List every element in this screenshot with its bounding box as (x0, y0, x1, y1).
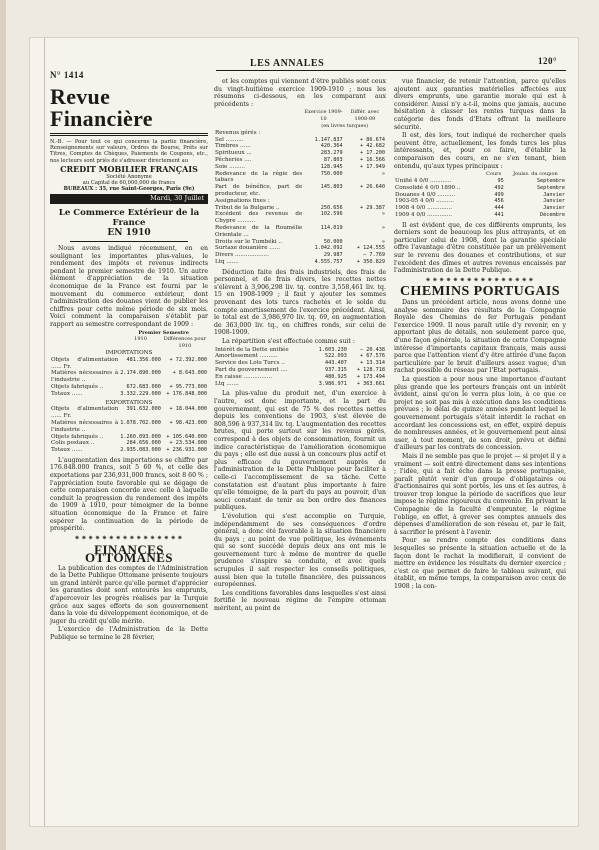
fund-row-v1: 492 (494, 184, 504, 191)
fund-row (394, 185, 566, 192)
import-row-label: Objets d'alimentation ...... Fr. (51, 356, 119, 370)
ottomanes-title: FINANCES OTTOMANES (85, 542, 173, 566)
import-row (50, 370, 208, 384)
revenue-row-label: Soie ......... (215, 163, 246, 170)
distribution-row (214, 353, 386, 360)
distribution-row (214, 360, 386, 367)
revenue-row-v2: + 17.200 (360, 150, 385, 157)
import-row-v1: 481.356.000 (126, 356, 161, 363)
funds-rows (394, 178, 566, 219)
other-revenue-row-label: Excédent des revenus de Chypre .......... (215, 211, 303, 225)
column-1 (50, 86, 208, 822)
export-row-v1: 1.260.093.000 (120, 433, 161, 440)
evolution-paragraph: L'évolution qui s'est accomplie en Turquie, indépendamment de ses conséquences d'ordre général, a donc été favorable à la situation financière du pays ; au point de vue politique, les événements qui se sont succédé depuis deux ans ont mis le gouvernement turc à même de montrer de quelle prudence s'inspire sa conduite, et avec quels scrupules il sait respecter les conseils politiques, aussi bien que la tutelle financière, des puissances européennes. (214, 512, 386, 589)
other-revenue-row-label: Surtaxe douanière ...... (215, 245, 280, 252)
other-revenue-row-v2: + 350.829 (356, 258, 385, 265)
other-revenue-row-v1: 102.596 (320, 211, 343, 218)
other-revenue-row-v1: 4.555.757 (314, 258, 343, 265)
import-row-v2: + 8.643.000 (172, 370, 207, 377)
exports-rows (50, 406, 208, 454)
distribution-row (214, 374, 386, 381)
export-row (50, 406, 208, 420)
turkish-accounts-paragraph: et les comptes qui viennent d'être publiés sont ceux du vingt-huitième exercice 1909-1910 ; nous les résumons ci-dessous, en les comparant aux précédents : (214, 78, 386, 108)
portugais-paragraph-1: Dans un précédent article, nous avons donné une analyse sommaire des résultats de la Compagnie Royale des Chemins de fer Portugais pendant l'exercice 1909. Il nous paraît utile d'y revenir, en y apportant plus de détails, non seulement parce que, d'une façon générale, la situation de cette Compagnie intéresse d'importants capitaux français, mais aussi parce que l'attention vient d'y être attirée d'une façon particulière par le bruit d'ailleurs assez vague, d'un rachat possible du réseau par l'Etat portugais. (394, 299, 566, 375)
revenue-row (214, 143, 386, 150)
fund-row-v2: Décembre (540, 211, 565, 218)
distribution-row-label: Part du gouvernement .... (215, 367, 288, 374)
export-row-label: Objets fabriqués .. (51, 433, 104, 440)
revenue-row-v2: + 42.682 (360, 143, 385, 150)
import-row-v1: 3.332.229.000 (120, 390, 161, 397)
import-row-label: Objets fabriqués .. (51, 383, 104, 390)
distribution-row-label: Ltq ....... (215, 380, 239, 387)
distribution-intro: La répartition s'est effectuée comme suit : (222, 338, 355, 346)
distribution-row-v1: 937.315 (325, 367, 347, 374)
revenue-row-label: Timbres ...... (215, 143, 251, 150)
fund-row-v2: Septembre (536, 177, 565, 184)
other-revenue-row-v2: + 124.555 (356, 245, 385, 252)
distribution-row-v1: 1.603.230 (318, 346, 347, 353)
table-col-diff: Différences pour 1910 (163, 336, 207, 350)
revenue-head-units: (en livres turques) (321, 122, 369, 129)
distribution-rows (214, 347, 386, 388)
column-3 (394, 78, 566, 822)
fund-row (394, 192, 566, 199)
table-caption: Premier Semestre (138, 329, 189, 336)
fund-row-label: 1903-05 4 0/0 .......... (395, 198, 454, 205)
export-row-label: Objets d'alimentation ...... Fr. (51, 406, 119, 420)
imports-label: IMPORTATIONS (105, 349, 153, 356)
newspaper-page (30, 38, 578, 826)
fund-row-v2: Janvier (543, 191, 565, 198)
distribution-row-label: Amortissement .......... (215, 353, 278, 360)
other-revenue-row-v1: 750.000 (320, 170, 343, 177)
revenue-row-label: Sel .......... (215, 136, 244, 143)
distribution-row-v1: 480.925 (325, 373, 347, 380)
portugais-paragraph-2: La question a pour nous une importance d'autant plus grande que les porteurs français ont un intérêt évident, ainsi qu'on le verra plus loin, à ce que ce projet ne soit pas mis à exécution dans les conditions prévues ; le délai de quinze années pendant lequel le gouvernement portugais s'était interdit le rachat en accordant les concessions est, en effet, expiré depuis de nombreuses années, et le gouvernement peut ainsi user, à tout moment, de son droit, prévu et défini d'ailleurs par les contrats de concession. (394, 375, 566, 452)
other-revenue-row-v1: 250.656 (320, 204, 343, 211)
bank-address: BUREAUX : 35, rue Saint-Georges, Paris (9e) (63, 186, 195, 193)
ottomanes-paragraph-1: La publication des comptes de l'Administration de la Dette Publique Ottomane présente toujours un grand intérêt parce qu'elle permet d'apprécier les garanties dont sont entourés les emprunts, d'apercevoir les progrès réalisés par la Turquie grâce aux sages efforts de son gouvernement dans la voie du développement économique, et de juger du crédit qu'elle mérite. (50, 564, 208, 625)
fund-row-v2: Septembre (536, 184, 565, 191)
revenue-label: Revenus gérés : (215, 129, 261, 136)
bank-capital: au Capital de 60,000,000 de francs (82, 180, 176, 187)
fund-row (394, 178, 566, 185)
other-revenue-row (214, 245, 386, 252)
import-row (50, 384, 208, 391)
import-row-v2: + 176.848.000 (166, 390, 207, 397)
imports-rows (50, 357, 208, 398)
conditions-paragraph: Les conditions favorables dans lesquelles s'est ainsi fortifié le nouveau régime de l'empire ottoman méritent, au point de (214, 589, 386, 613)
other-revenue-row-v2: » (381, 238, 385, 245)
fund-row-label: Douanes 4 0/0 .......... (395, 191, 456, 198)
distribution-row-v2: + 13.314 (360, 360, 385, 367)
other-revenue-row (214, 211, 386, 225)
export-row-label: Colis postaux .. (51, 440, 95, 447)
export-row-label: Matières nécessaires à l'industrie .. (51, 419, 119, 433)
import-row-v2: + 72.392.000 (169, 356, 207, 363)
revenue-head-diff: Différ. avec 1908-09 (350, 109, 380, 123)
distribution-row-label: En caisse ................ (215, 373, 272, 380)
import-row (50, 391, 208, 398)
distribution-row-v2: + 67.576 (360, 353, 385, 360)
portugais-title: CHEMINS PORTUGAIS (400, 284, 560, 300)
revenue-row-v1: 128.945 (320, 163, 343, 170)
ornament-divider: ⁕⁕⁕⁕⁕⁕⁕⁕⁕⁕⁕⁕⁕⁕⁕⁕ (74, 533, 184, 542)
fold-line (44, 38, 45, 826)
fund-row-v1: 456 (494, 198, 504, 205)
fund-row (394, 212, 566, 219)
issue-number: N° 1414 (50, 70, 84, 80)
distribution-row-v2: + 173.494 (356, 373, 385, 380)
portugais-paragraph-4: Pour se rendre compte des conditions dans lesquelles se présente la situation actuelle et de la façon dont le rachat la modifierait, il convient de mettre en évidence les résultats du dernier exercice ; c'est ce que permet de faire le tableau suivant, qui établit, en même temps, la comparaison avec ceux de 1908 ; la con- (394, 537, 566, 591)
other-revenue-row-v1: 50.000 (323, 238, 343, 245)
other-revenue-row-v1 (303, 198, 343, 205)
fund-row-label: Consolidé 4 0/0 1890 .. (395, 184, 461, 191)
revenue-row (214, 150, 386, 157)
commerce-table (50, 330, 208, 454)
date-bar (50, 194, 208, 204)
fund-row-v1: 95 (497, 177, 504, 184)
fund-row-label: 1908 4 0/0 .............. (395, 205, 453, 212)
export-row-v1: 2.935.083.000 (120, 447, 161, 454)
binding-edge (0, 0, 6, 850)
commerce-paragraph-2: L'augmentation des importations se chiffre par 176.848.000 francs, soit 5 60 %, et celle des exportations par 236,931,000 francs, soit 8 60 % ; l'appréciation toute favorable qui se dégage de cette comparaison concorde avec celle à laquelle conduit la progression du rendement des impôts de 1909 à 1910, pour témoigner de la bonne situation économique de la France et faire espérer la continuation de la période de prospérité. (50, 456, 208, 533)
other-revenue-row (214, 184, 386, 198)
other-revenue-row (214, 252, 386, 259)
exports-label: EXPORTATIONS (105, 399, 153, 406)
other-revenue-row-v1: 1.042.092 (314, 245, 343, 252)
revenue-head-exercise: Exercice 1909-10 (304, 109, 343, 123)
net-receipts-paragraph: Déduction faite des frais industriels, des frais de personnel, et de frais divers, les recettes nettes s'élèvent à 3,906,298 liv. tq. contre 3,558,461 liv. tq. 15 en 1908-1909 ; il faut y ajouter les sommes provenant des lots turcs rachetés et le solde du compte amortissement de l'exercice précédent. Ainsi, le total est de 3,986,970 liv. tq. 69, en augmentation de 363,000 liv. tq., en chiffres ronds, sur celui de 1908-1909. (214, 268, 386, 337)
revenue-row-v1: 1.147.837 (314, 136, 343, 143)
export-row-v2: + 236.931.000 (166, 447, 207, 454)
revenue-row (214, 157, 386, 164)
commerce-paragraph-1: Nous avons indiqué récemment, en en soulignant les importantes plus-values, le rendement des impôts et revenus indirects pendant le premier semestre de 1910. Un autre élément d'appréciation de la situation économique de la France est fourni par le mouvement du commerce extérieur, dont l'administration des douanes vient de publier les chiffres pour cette même période de six mois. Voici comment la comparaison s'établit par rapport au semestre correspondant de 1909 : (50, 245, 208, 328)
fund-row (394, 198, 566, 205)
export-row-v2: + 18.044.000 (169, 406, 207, 413)
revenue-rows (214, 137, 386, 171)
fund-row-v1: 444 (494, 205, 504, 212)
bank-type: Société Anonyme (106, 173, 152, 180)
distribution-row-v1: 443.407 (325, 360, 347, 367)
distribution-row-v2: + 128.718 (356, 367, 385, 374)
import-row (50, 357, 208, 371)
commerce-subtitle: EN 1910 (107, 228, 151, 239)
notice-text: N.-B. — Pour tout ce qui concerne la partie financière, Renseignements sur valeurs, Ordres de Bourse, Prêts sur Titres, Comptes de Chèques, Paiements de Coupons, etc., nos lecteurs sont priés de s'adresser directement au (50, 139, 208, 164)
other-revenue-row-label: Redevance de la régie des tabacs (215, 170, 303, 184)
other-revenue-row-v2 (344, 198, 386, 205)
turkish-funds-paragraph: Il est, dès lors, tout indiqué de rechercher quels peuvent être, actuellement, les fonds turcs les plus intéressants, et, pour ce faire, d'établir la comparaison des cours, en ne s'en tenant, bien entendu, qu'aux types principaux : (394, 132, 566, 170)
export-row-v2: + 98.423.000 (169, 419, 207, 426)
other-revenue-row-label: Tribut de la Bulgarie .. (215, 204, 280, 211)
other-revenue-row (214, 198, 386, 205)
revenue-row-v2: + 17.949 (360, 163, 385, 170)
import-row-v2: + 95.773.000 (169, 383, 207, 390)
export-row (50, 440, 208, 447)
import-row-label: Totaux ...... (51, 390, 83, 397)
bank-name: CREDIT MOBILIER FRANÇAIS (60, 163, 198, 174)
distribution-row (214, 381, 386, 388)
revenue-row-v1: 283.279 (320, 150, 343, 157)
fund-row-label: Unifié 4 0/0 ............ (395, 177, 452, 184)
fund-row-v2: Janvier (543, 198, 565, 205)
other-revenue-row-v1: 29.987 (323, 252, 343, 259)
fund-row-label: 1909 4 0/0 .............. (395, 211, 453, 218)
distribution-row (214, 367, 386, 374)
other-revenue-row-label: Redevance de la Roumélie Orientale ... (215, 224, 303, 238)
other-revenue-row-label: Assignations fixes : (215, 197, 270, 204)
export-row-v2: + 105.640.000 (166, 433, 207, 440)
distribution-row-label: Service des Lots Turcs .. (215, 360, 285, 367)
other-revenue-row-v2: » (381, 224, 385, 231)
commerce-title: Le Commerce Extérieur de la France (58, 208, 200, 229)
import-row-v1: 672.683.000 (126, 383, 161, 390)
other-revenue-row-label: Part de bénéfice, part de producteur, etc. (215, 184, 303, 197)
other-revenue-row-v2: » (381, 170, 385, 177)
revenue-row-v2: + 16.566 (360, 156, 385, 163)
other-revenue-row-v2: — 7.769 (363, 252, 385, 259)
other-revenue-row (214, 171, 386, 185)
fund-row-v1: 441 (494, 211, 504, 218)
distribution-row-v1: 3.986.971 (318, 380, 347, 387)
header-rule (216, 70, 566, 71)
other-revenue-row-label: Ltq ....... (215, 258, 239, 265)
revenue-row-v1: 420.364 (320, 143, 343, 150)
distribution-row-v2: — 20.438 (360, 346, 385, 353)
revenue-row-label: Pêcheries .... (215, 156, 252, 163)
distribution-row-label: Intérêt de la Dette unifiée (215, 346, 289, 353)
funds-head-coupon: Jouiss. du coupon (513, 171, 558, 178)
export-row (50, 420, 208, 434)
other-revenue-rows (214, 171, 386, 266)
export-row-v1: 1.078.702.000 (120, 419, 161, 426)
table-col-1910: 1910 (134, 336, 147, 343)
page-number: 120° (538, 56, 558, 66)
revenue-row-v2: + 86.674 (360, 136, 385, 143)
ottomanes-paragraph-2: L'exercice de l'Administration de la Dette Publique se termine le 28 février, (50, 626, 208, 641)
distribution-row-v1: 522.093 (325, 353, 347, 360)
running-title: LES ANNALES (250, 58, 325, 69)
distribution-row-v2: + 363.661 (356, 380, 385, 387)
surplus-paragraph: La plus-value du produit net, d'un exercice à l'autre, est donc importante, et la part du gouvernement, qui est de 75 % des recettes nettes depuis les conventions de 1903, s'est élevée de 808,596 à 937,314 liv. tq. L'augmentation des recettes brutes, qui porte surtout sur les revenus gérés, correspond à des objets de consommation, fournit un indice caractéristique de l'amélioration économique du pays ; elle est due aussi à un concours plus actif et plus efficace du gouvernement auprès de l'administration de la Dette Publique pour faciliter à celle-ci l'accomplissement de sa tâche. Cette constatation est d'autant plus importante à faire qu'elle témoigne, de la part du pays au pouvoir, d'un souci constant de tenir au bon ordre des finances publiques. (214, 390, 386, 512)
export-row-v2: + 23.534.000 (169, 440, 207, 447)
export-row-label: Totaux ...... (51, 447, 83, 454)
other-revenue-row (214, 259, 386, 266)
revenue-row (214, 164, 386, 171)
export-row-v1: 284.656.000 (126, 440, 161, 447)
date-text: Mardi, 30 Juillet (150, 194, 204, 203)
ornament-divider-2: ⁕⁕⁕⁕⁕⁕⁕⁕⁕⁕⁕⁕⁕⁕⁕⁕ (425, 275, 535, 284)
financial-view-paragraph: vue financier, de retenir l'attention, parce qu'elles ajoutent aux garanties matérielles affectées aux divers emprunts, une garantie morale qui est à considérer. Aussi n'y a-t-il, moins que jamais, aucune hésitation à classer les rentes turques dans la catégorie des fonds d'Etats offrant la meilleure sécurité. (394, 78, 566, 131)
other-revenue-row-label: Droits sur le Tumbéki .. (215, 238, 283, 245)
other-revenue-row-v2: » (381, 211, 385, 218)
revenue-table (214, 109, 386, 265)
fund-row-v2: Janvier (543, 205, 565, 212)
subtitle-rule (70, 241, 188, 242)
journal-title: Revue Financière (50, 86, 153, 131)
title-rule (50, 133, 208, 136)
export-row (50, 447, 208, 454)
fund-row-v1: 499 (494, 191, 504, 198)
revenue-row-label: Spiritueux ... (215, 150, 252, 157)
revenue-row (214, 137, 386, 144)
import-row-v1: 2.174.890.000 (120, 370, 161, 377)
export-row-v1: 391.632.000 (126, 406, 161, 413)
other-revenue-row-label: Divers ................... (215, 252, 269, 259)
other-revenue-row (214, 225, 386, 239)
fund-row (394, 205, 566, 212)
other-revenue-row-v1: 145.803 (320, 184, 343, 191)
portugais-paragraph-3: Mais il ne semble pas que le projet — si projet il y a vraiment — soit entré directement dans ses intentions ; l'idée, qui a fait écho dans la presse portugaise, paraît plutôt venir d'un groupe d'obligataires ou d'actionnaires qui sont portés, les uns et les autres, à trouver trop longue la période de sacrifices que leur impose le régime rigoureux du convenio. En privant la Compagnie de la faculté d'emprunter, le régime l'oblige, en effet, à grever ses comptes annuels des dépenses d'amélioration de son réseau et, par le fait, à sacrifier le présent à l'avenir. (394, 452, 566, 536)
funds-table (394, 171, 566, 219)
distribution-row (214, 347, 386, 354)
revenue-row-v1: 87.803 (323, 156, 343, 163)
distribution-table (214, 347, 386, 388)
import-row-label: Matières nécessaires à l'industrie .. (51, 370, 119, 384)
column-2 (214, 78, 386, 822)
funds-head-cours: Cours (486, 171, 502, 178)
export-row (50, 434, 208, 441)
other-revenue-row-v2: + 26.640 (360, 184, 385, 191)
other-revenue-row-v1: 114.019 (320, 224, 343, 231)
loans-paragraph: Il est évident que, de ces différents emprunts, les derniers sont de beaucoup les plus attrayants, et en particulier celui de 1908, dont la garantie spéciale offre l'avantage d'être constituée par un prélèvement sur le revenu des douanes et contributions, et sur l'excédent des dîmes et autres revenus encaissés par l'administration de la Dette Publique. (394, 221, 566, 275)
other-revenue-row-v2: + 29.387 (360, 204, 385, 211)
